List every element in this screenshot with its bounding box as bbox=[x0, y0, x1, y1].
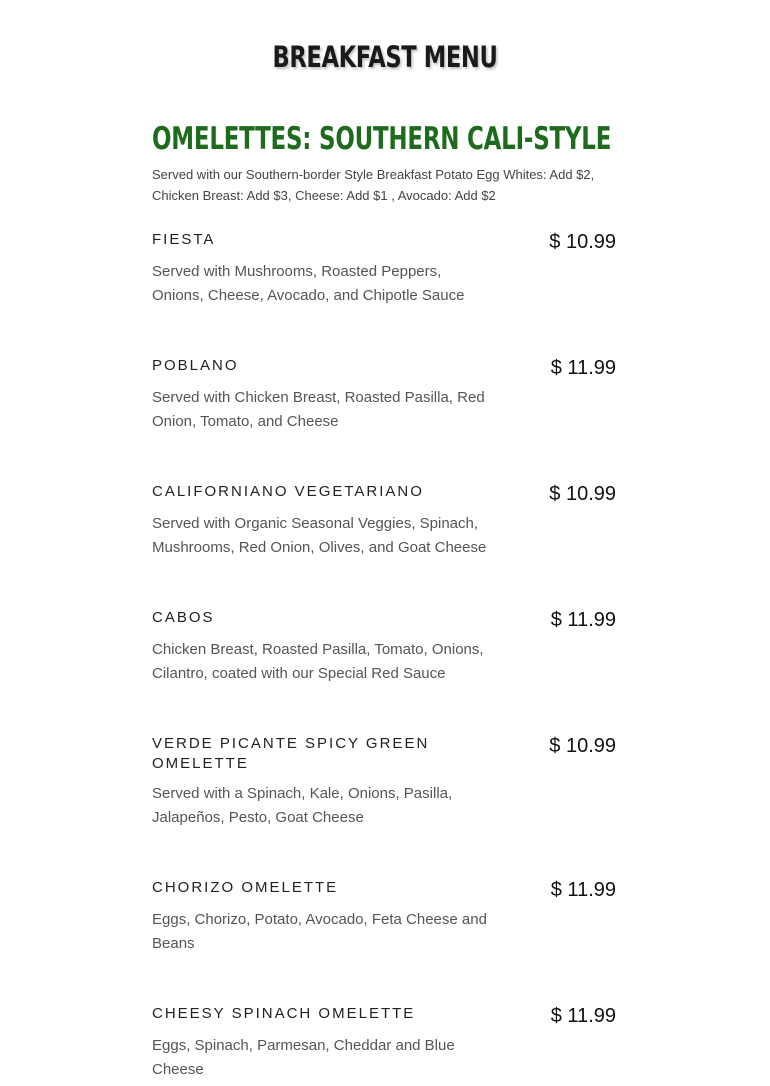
menu-item-price: $ 10.99 bbox=[549, 735, 616, 757]
menu-item-description: Chicken Breast, Roasted Pasilla, Tomato, Onions, Cilantro, coated with our Special Red Sauce bbox=[152, 641, 484, 682]
menu-item-price: $ 11.99 bbox=[550, 879, 616, 901]
menu-item-description: Eggs, Chorizo, Potato, Avocado, Feta Cheese and Beans bbox=[152, 911, 487, 952]
menu-item-description: Served with Organic Seasonal Veggies, Spinach, Mushrooms, Red Onion, Olives, and Goat Cheese bbox=[152, 515, 487, 556]
menu-item-name: CHEESY SPINACH OMELETTE bbox=[152, 1005, 416, 1022]
menu-item-price: $ 11.99 bbox=[550, 357, 616, 379]
section-description: Served with our Southern-border Style Breakfast Potato Egg Whites: Add $2, Chicken Breast: Add $3, Cheese: Add $1 , Avocado: Add $2 bbox=[152, 167, 595, 203]
menu-item-name: CALIFORNIANO VEGETARIANO bbox=[152, 483, 424, 500]
page-title: BREAKFAST MENU bbox=[272, 40, 498, 74]
menu-item-description: Served with Mushrooms, Roasted Peppers, Onions, Cheese, Avocado, and Chipotle Sauce bbox=[152, 263, 465, 304]
menu-item-name: CABOS bbox=[152, 609, 215, 626]
menu-item-price: $ 10.99 bbox=[549, 231, 616, 253]
menu-item-price: $ 11.99 bbox=[550, 609, 616, 631]
menu-item-name: FIESTA bbox=[152, 231, 216, 248]
menu-item-price: $ 11.99 bbox=[550, 1005, 616, 1027]
menu-item-description: Served with a Spinach, Kale, Onions, Pasilla, Jalapeños, Pesto, Goat Cheese bbox=[152, 785, 453, 826]
menu-item-name: POBLANO bbox=[152, 357, 239, 374]
section-title: OMELETTES: SOUTHERN CALI-STYLE bbox=[152, 121, 612, 157]
menu-item-description: Served with Chicken Breast, Roasted Pasilla, Red Onion, Tomato, and Cheese bbox=[152, 389, 485, 430]
menu-item-name: VERDE PICANTE SPICY GREEN OMELETTE bbox=[152, 735, 430, 772]
menu-item-name: CHORIZO OMELETTE bbox=[152, 879, 339, 896]
menu-item-price: $ 10.99 bbox=[549, 483, 616, 505]
menu-item-description: Eggs, Spinach, Parmesan, Cheddar and Blue Cheese bbox=[152, 1037, 455, 1078]
